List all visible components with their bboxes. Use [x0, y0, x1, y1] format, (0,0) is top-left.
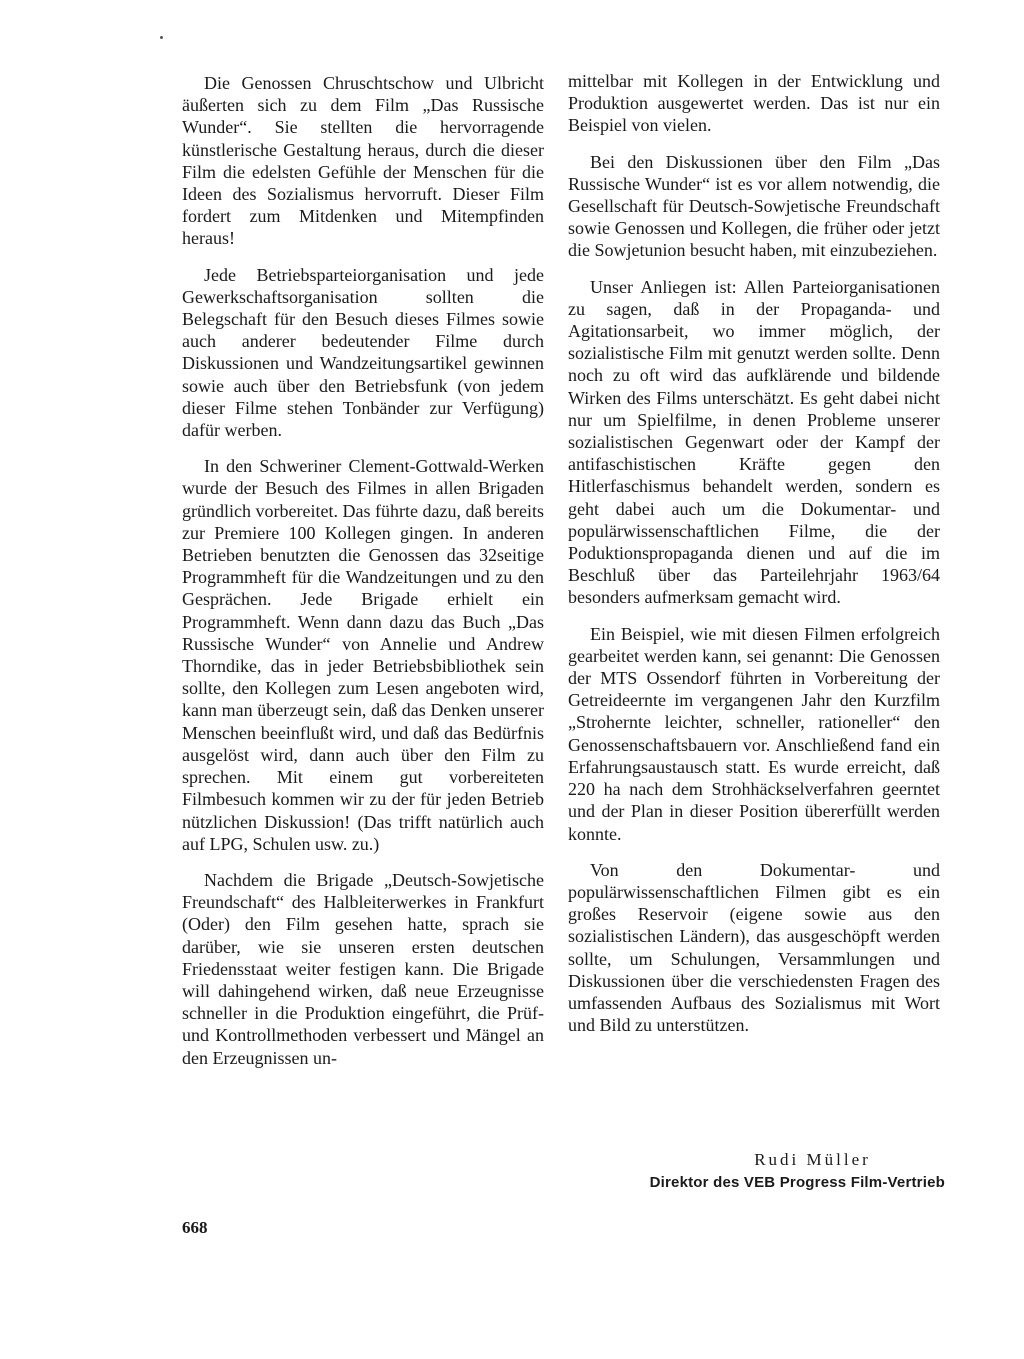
left-column	[182, 70, 544, 1083]
paragraph: Von den Dokumentar- und populärwissenschaftlichen Filmen gibt es ein großes Reservoir (eigene sowie aus den sozialistischen Ländern), das ausgeschöpft werden sollte, um Schulungen, Versammlungen und Diskussionen über die verschiedensten Fragen des umfassenden Aufbaus des Sozialismus mit Wort und Bild zu unterstützen.	[568, 859, 940, 1036]
paragraph-continuation: mittelbar mit Kollegen in der Entwicklung und Produktion ausgewertet werden. Das ist nur ein Beispiel von vielen.	[568, 71, 940, 136]
author-title: Direktor des VEB Progress Film-Vertrieb	[649, 1174, 945, 1191]
paragraph: Die Genossen Chruschtschow und Ulbricht äußerten sich zu dem Film „Das Russische Wunder“. Sie stellten die hervorragende künstlerische Gestaltung heraus, durch die dieser Film die edelsten Gefühle der Menschen für die Ideen des Sozialismus hervorruft. Dieser Film fordert zum Mitdenken und Mitempfinden heraus!	[182, 73, 544, 249]
page-number: 668	[182, 1218, 208, 1237]
paragraph: Ein Beispiel, wie mit diesen Filmen erfolgreich gearbeitet werden kann, sei genannt: Die Genossen der MTS Ossendorf führten in Vorbereitung der Getreideernte im vergangenen Jahr den Kurzfilm „Strohernte leichter, schneller, rationeller“ den Genossenschaftsbauern vor. Anschließend fand ein Erfahrungsaustausch statt. Es wurde erreicht, daß 220 ha nach dem Strohhäckselverfahren geerntet und der Plan in dieser Position übererfüllt werden konnte.	[568, 623, 940, 844]
paragraph: Bei den Diskussionen über den Film „Das Russische Wunder“ ist es vor allem notwendig, die Gesellschaft für Deutsch-Sowjetische Freundschaft sowie Genossen und Kollegen, die früher oder jetzt die Sowjetunion besucht haben, mit einzubeziehen.	[568, 151, 940, 261]
author-signature	[600, 1150, 945, 1191]
scan-speck	[160, 36, 163, 39]
paragraph: Unser Anliegen ist: Allen Parteiorganisationen zu sagen, daß in der Propaganda- und Agitationsarbeit, wo immer möglich, der sozialistische Film mit genutzt werden sollte. Denn noch zu oft wird das aufklärende und bildende Wirken des Films unterschätzt. Es geht dabei nicht nur um Spielfilme, in denen Probleme unserer sozialistischen Gegenwart oder der Kampf der antifaschistischen Kräfte gegen den Hitlerfaschismus behandelt werden, sondern es geht dabei auch um die Dokumentar- und populärwissenschaftlichen Filme, die der Poduktionspropaganda dienen und auf die im Beschluß über das Parteilehrjahr 1963/64 besonders aufmerksam gemacht wird.	[568, 276, 940, 608]
author-name: Rudi Müller	[754, 1150, 871, 1169]
paragraph: Jede Betriebsparteiorganisation und jede Gewerkschaftsorganisation sollten die Belegschaft für den Besuch dieses Filmes sowie auch anderer bedeutender Filme durch Diskussionen und Wandzeitungsartikel gewinnen sowie auch über den Betriebsfunk (von jedem dieser Filme stehen Tonbänder zur Verfügung) dafür werben.	[182, 264, 544, 441]
paragraph: In den Schweriner Clement-Gottwald-Werken wurde der Besuch des Filmes in allen Brigaden gründlich vorbereitet. Das führte dazu, daß bereits zur Premiere 100 Kollegen gingen. In anderen Betrieben benutzten die Genossen das 32seitige Programmheft für die Wandzeitungen und zu den Gesprächen. Jede Brigade erhielt ein Programmheft. Wenn dann dazu das Buch „Das Russische Wunder“ von Annelie und Andrew Thorndike, das in jeder Betriebsbibliothek sein sollte, den Kollegen zum Lesen angeboten wird, kann man überzeugt sein, daß das Denken unserer Menschen beeinflußt wird, und daß das Bedürfnis ausgelöst wird, dann auch über den Film zu sprechen. Mit einem gut vorbereiteten Filmbesuch kommen wir zu der für jeden Betrieb nützlichen Diskussion! (Das trifft natürlich auch auf LPG, Schulen usw. zu.)	[182, 456, 544, 854]
paragraph: Nachdem die Brigade „Deutsch-Sowjetische Freundschaft“ des Halbleiterwerkes in Frankfurt (Oder) den Film gesehen hatte, sprach sie darüber, wie sie unseren ersten deutschen Friedensstaat weiter festigen kann. Die Brigade will dahingehend wirken, daß neue Erzeugnisse schneller in die Produktion eingeführt, die Prüf- und Kontrollmethoden verbessert und Mängel an den Erzeugnissen un-	[182, 869, 544, 1068]
right-column	[568, 70, 940, 1050]
